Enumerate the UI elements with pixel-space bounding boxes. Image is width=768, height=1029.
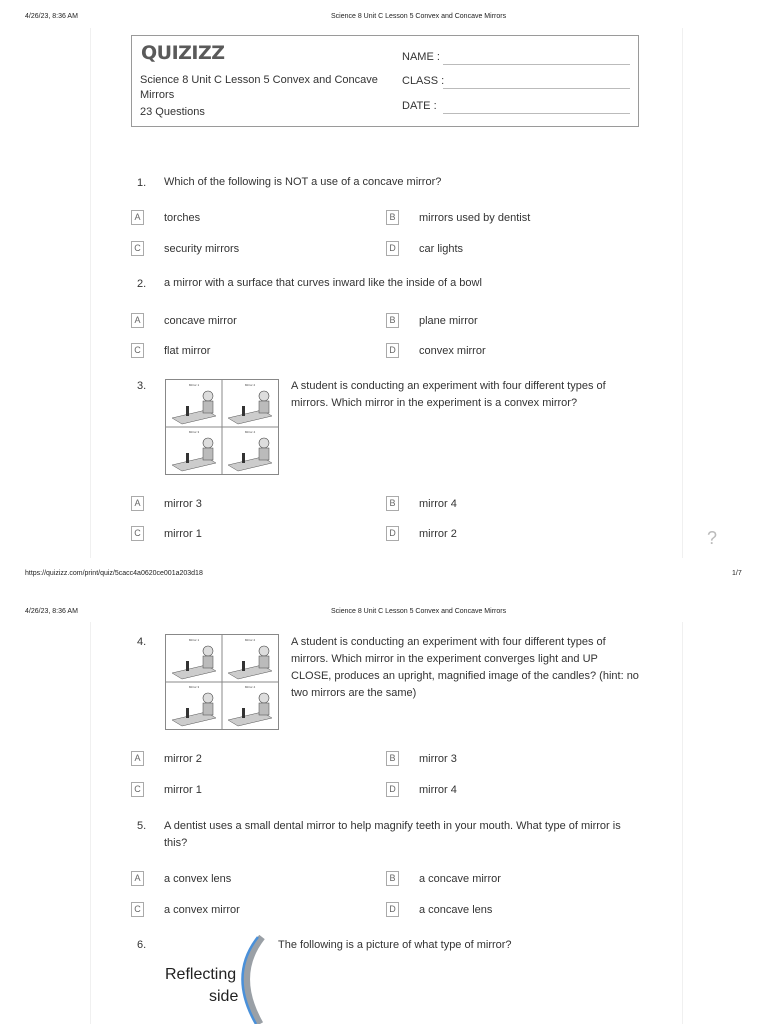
experiment-panel — [172, 383, 216, 424]
option-text[interactable]: a convex mirror — [164, 904, 240, 916]
option-letter-box[interactable]: C — [131, 902, 144, 917]
question-count: 23 Questions — [140, 106, 205, 118]
quiz-info-box — [131, 35, 639, 127]
option-text[interactable]: mirror 1 — [164, 528, 202, 540]
option-text[interactable]: a concave lens — [419, 904, 493, 916]
option-letter-box[interactable]: A — [131, 871, 144, 886]
question-text: A student is conducting an experiment with four different types of mirrors. Which mirror in the experiment is a convex mirror? — [291, 380, 606, 409]
experiment-panel — [172, 685, 216, 726]
option-letter-box[interactable]: C — [131, 526, 144, 541]
print-header-title: Science 8 Unit C Lesson 5 Convex and Concave Mirrors — [331, 13, 507, 20]
question-text: The following is a picture of what type of mirror? — [278, 939, 512, 951]
option-text[interactable]: car lights — [419, 243, 464, 255]
panel-label: Mirror 1 — [188, 383, 200, 387]
option-letter-box[interactable]: B — [386, 496, 399, 511]
name-line — [443, 64, 630, 65]
option-text[interactable]: plane mirror — [419, 315, 478, 327]
option-text[interactable]: a concave mirror — [419, 873, 501, 885]
option-text[interactable]: mirror 4 — [419, 498, 457, 510]
date-line — [443, 113, 630, 114]
mirror-experiment-image — [165, 634, 279, 730]
option-text[interactable]: mirror 3 — [164, 498, 202, 510]
option-text[interactable]: torches — [164, 212, 201, 224]
reflecting-label: Reflecting — [165, 966, 237, 983]
date-label: DATE : — [402, 100, 437, 112]
question-text: A student is conducting an experiment with four different types of mirrors. Which mirror in the experiment converges light and UP CLOSE, produces an upright, magnified image of the candles? (hint: no two mirrors are the same) — [291, 636, 639, 699]
option-letter-box[interactable]: C — [131, 343, 144, 358]
panel-label: Mirror 3 — [188, 685, 200, 689]
option-text[interactable]: convex mirror — [419, 345, 486, 357]
option-letter-box[interactable]: B — [386, 210, 399, 225]
print-footer-url: https://quizizz.com/print/quiz/5cacc4a0620ce001a203d18 — [25, 570, 203, 577]
option-text[interactable]: security mirrors — [164, 243, 240, 255]
quiz-title: Science 8 Unit C Lesson 5 Convex and Concave Mirrors — [140, 74, 378, 101]
question-number: 6. — [137, 939, 147, 951]
option-text[interactable]: concave mirror — [164, 315, 237, 327]
option-text[interactable]: mirror 3 — [419, 753, 457, 765]
experiment-panel — [172, 638, 216, 679]
option-letter-box[interactable]: B — [386, 313, 399, 328]
question-text: Which of the following is NOT a use of a concave mirror? — [164, 176, 442, 188]
experiment-panel — [228, 383, 272, 424]
class-label: CLASS : — [402, 75, 445, 87]
option-text[interactable]: mirror 2 — [164, 753, 202, 765]
option-letter-box[interactable]: C — [131, 782, 144, 797]
mirror-experiment-image — [165, 379, 279, 475]
experiment-panel — [228, 685, 272, 726]
panel-label: Mirror 4 — [244, 430, 256, 434]
option-letter-box[interactable]: A — [131, 496, 144, 511]
print-header-datetime: 4/26/23, 8:36 AM — [25, 13, 78, 20]
question-number: 3. — [137, 380, 147, 392]
question-number: 4. — [137, 636, 147, 648]
option-letter-box[interactable]: B — [386, 751, 399, 766]
curved-mirror-image — [164, 935, 274, 1024]
question-number: 2. — [137, 278, 147, 290]
option-letter-box[interactable]: D — [386, 902, 399, 917]
option-text[interactable]: a convex lens — [164, 873, 232, 885]
panel-label: Mirror 2 — [244, 638, 256, 642]
option-text[interactable]: mirror 4 — [419, 784, 457, 796]
panel-label: Mirror 2 — [244, 383, 256, 387]
print-footer-page: 1/7 — [732, 570, 742, 577]
option-letter-box[interactable]: D — [386, 343, 399, 358]
option-letter-box[interactable]: C — [131, 241, 144, 256]
panel-label: Mirror 1 — [188, 638, 200, 642]
panel-label: Mirror 3 — [188, 430, 200, 434]
option-text[interactable]: mirror 1 — [164, 784, 202, 796]
option-letter-box[interactable]: B — [386, 871, 399, 886]
question-text: a mirror with a surface that curves inward like the inside of a bowl — [164, 277, 482, 289]
quizizz-logo: QUIZIZZ — [141, 42, 225, 64]
experiment-panel — [228, 430, 272, 471]
option-letter-box[interactable]: D — [386, 241, 399, 256]
panel-label: Mirror 4 — [244, 685, 256, 689]
help-icon[interactable]: ? — [707, 528, 718, 548]
option-letter-box[interactable]: A — [131, 210, 144, 225]
option-letter-box[interactable]: A — [131, 313, 144, 328]
question-number: 5. — [137, 820, 147, 832]
name-label: NAME : — [402, 51, 440, 63]
option-letter-box[interactable]: D — [386, 526, 399, 541]
print-header-datetime: 4/26/23, 8:36 AM — [25, 608, 78, 615]
experiment-panel — [228, 638, 272, 679]
side-label: side — [209, 988, 239, 1005]
option-letter-box[interactable]: A — [131, 751, 144, 766]
question-text: A dentist uses a small dental mirror to help magnify teeth in your mouth. What type of mirror is this? — [164, 820, 621, 849]
option-letter-box[interactable]: D — [386, 782, 399, 797]
class-line — [443, 88, 630, 89]
experiment-panel — [172, 430, 216, 471]
option-text[interactable]: flat mirror — [164, 345, 211, 357]
option-text[interactable]: mirrors used by dentist — [419, 212, 531, 224]
option-text[interactable]: mirror 2 — [419, 528, 457, 540]
question-number: 1. — [137, 177, 147, 189]
print-header-title: Science 8 Unit C Lesson 5 Convex and Concave Mirrors — [331, 608, 507, 615]
